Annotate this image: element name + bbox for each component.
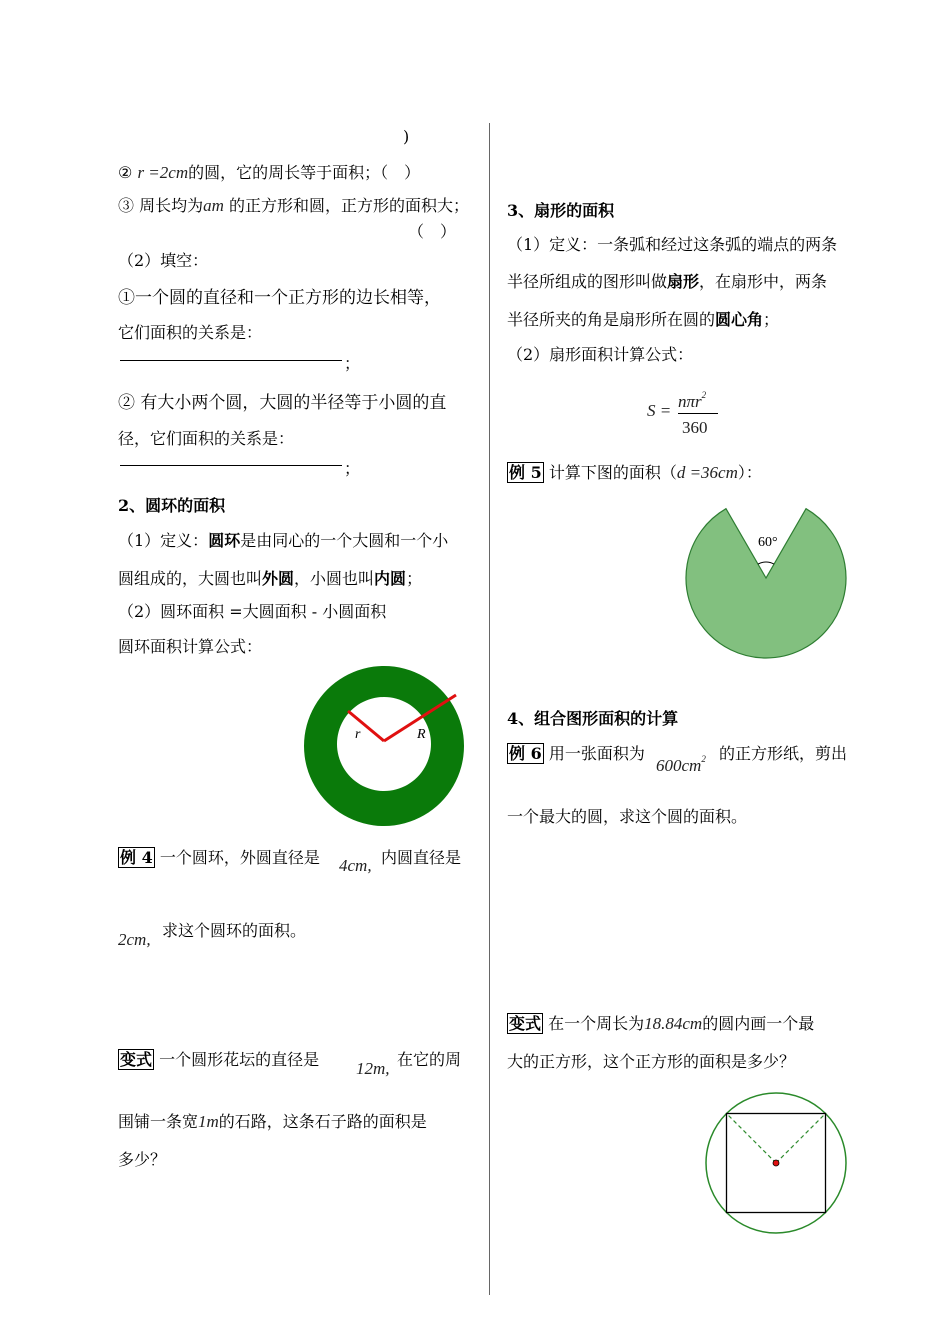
left-variant-line-2: 围铺一条宽1m的石路，这条石子路的面积是: [118, 1112, 427, 1131]
sector-angle-label: 60°: [758, 535, 778, 550]
section-3-heading: 3、扇形的面积: [507, 201, 615, 220]
formula-fraction-bar: [678, 413, 718, 414]
section-2-formula-label: 圆环面积计算公式：: [118, 637, 263, 656]
judge-item-3: ③ 周长均为am 的正方形和圆，正方形的面积大；: [118, 196, 470, 215]
outer-radius-label: R: [417, 727, 426, 742]
judge-item-2: ② r =2cm的圆，它的周长等于面积；（ ）: [118, 163, 421, 182]
example-4-text-b: 内圆直径是: [381, 848, 462, 867]
example-4-tag: 例 4: [120, 848, 153, 867]
semicolon-1: ；: [344, 354, 361, 373]
example-6: 例 6 用一张面积为: [509, 744, 645, 763]
left-variant-text-b: 在它的周: [397, 1050, 462, 1069]
left-variant: 变式 一个圆形花坛的直径是: [120, 1050, 320, 1069]
inner-radius-label: r: [355, 727, 361, 742]
example-6-question: 一个最大的圆，求这个圆的面积。: [507, 807, 748, 826]
fill-item-1-line-2: 它们面积的关系是：: [118, 323, 263, 342]
example-6-tag: 例 6: [509, 744, 542, 763]
answer-blank-1[interactable]: [120, 360, 342, 361]
formula-denominator: 360: [682, 418, 708, 437]
dashed-radius-right: [776, 1114, 826, 1164]
fill-item-1-line-1: ①一个圆的直径和一个正方形的边长相等，: [118, 288, 441, 308]
right-variant-line-2: 大的正方形，这个正方形的面积是多少？: [507, 1052, 796, 1071]
inscribed-square-diagram: [704, 1091, 850, 1237]
left-variant-line-3: 多少？: [118, 1150, 167, 1169]
fill-heading: （2）填空：: [118, 251, 209, 270]
formula-lhs: S =: [647, 401, 672, 420]
fill-item-2-line-1: ② 有大小两个圆，大圆的半径等于小圆的直: [118, 393, 447, 413]
right-variant: 变式 在一个周长为18.84cm的圆内画一个最: [509, 1014, 815, 1033]
section-3-definition-line-2: 半径所组成的图形叫做扇形，在扇形中，两条: [507, 272, 828, 291]
answer-blank-2[interactable]: [120, 465, 342, 466]
sector-diagram: [684, 496, 848, 662]
dashed-radius-left: [727, 1114, 777, 1164]
section-2-area-rule: （2）圆环面积 =大圆面积 - 小圆面积: [118, 602, 387, 621]
example-5-tag: 例 5: [509, 463, 542, 482]
section-4-heading: 4、组合图形面积的计算: [507, 709, 679, 728]
example-5: 例 5 计算下图的面积（d =36cm）：: [509, 463, 762, 482]
example-4-outer-diameter: 4cm,: [339, 856, 372, 875]
section-2-definition-line-2: 圆组成的，大圆也叫外圆，小圆也叫内圆；: [118, 569, 423, 588]
section-3-definition-line-3: 半径所夹的角是扇形所在圆的圆心角；: [507, 310, 780, 329]
inner-radius-line: [348, 711, 384, 741]
fill-item-2-line-2: 径，它们面积的关系是：: [118, 429, 295, 448]
section-3-formula-label: （2）扇形面积计算公式：: [507, 345, 694, 364]
section-2-heading: 2、圆环的面积: [118, 496, 226, 515]
example-4-inner-diameter: 2cm,: [118, 930, 151, 949]
left-variant-diameter: 12m,: [356, 1059, 390, 1078]
example-6-text-b: 的正方形纸，剪出: [719, 744, 848, 763]
paren-fragment: ): [403, 127, 410, 146]
center-point: [773, 1160, 779, 1166]
section-2-definition-line-1: （1）定义：圆环是由同心的一个大圆和一个小: [118, 531, 449, 550]
example-4: 例 4 一个圆环，外圆直径是: [120, 848, 320, 867]
sector-shape: [686, 509, 846, 658]
example-4-question: 求这个圆环的面积。: [162, 921, 307, 940]
semicolon-2: ；: [344, 459, 361, 478]
example-6-area: $600cm^2$: [656, 754, 706, 775]
annulus-diagram: [298, 660, 470, 832]
column-divider: [489, 123, 490, 1295]
section-3-definition-line-1: （1）定义：一条弧和经过这条弧的端点的两条: [507, 235, 838, 254]
angle-arc: [758, 562, 774, 564]
right-variant-tag: 变式: [509, 1014, 542, 1033]
left-variant-tag: 变式: [120, 1050, 153, 1069]
formula-numerator: nπr$^2$: [678, 390, 707, 411]
annulus-ring: [304, 666, 464, 826]
judge-item-3-paren: （ ）: [408, 222, 457, 241]
